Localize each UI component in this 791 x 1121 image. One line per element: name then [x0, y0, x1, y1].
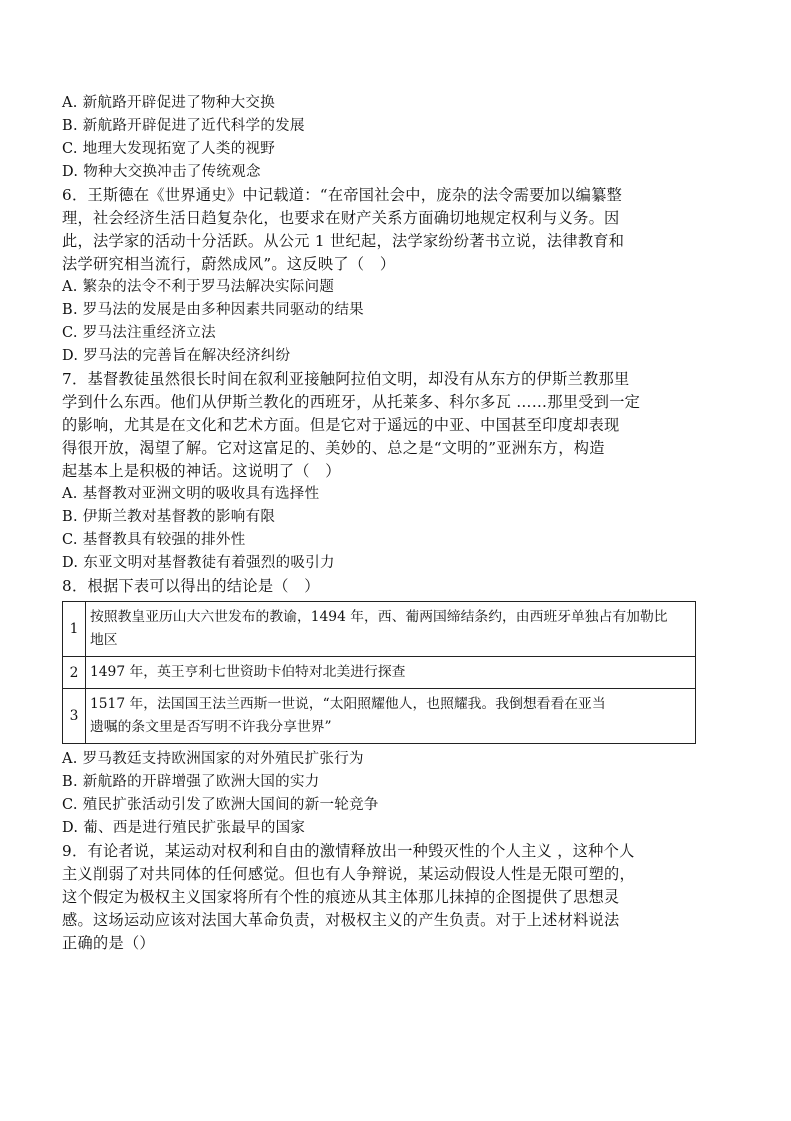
- q6-option-c: C. 罗马法注重经济立法: [62, 325, 216, 341]
- question-6: [62, 184, 710, 368]
- q8-option-c: C. 殖民扩张活动引发了欧洲大国间的新一轮竞争: [62, 797, 379, 813]
- row-text: [86, 689, 696, 744]
- q5-option-c: C. 地理大发现拓宽了人类的视野: [62, 141, 276, 157]
- row-text-line: 按照教皇亚历山大六世发布的教谕，1494 年，西、葡两国缔结条约，由西班牙单独占有加勒比: [90, 609, 668, 625]
- q9-stem-line: 9．有论者说，某运动对权利和自由的激情释放出一种毁灭性的个人主义 ，这种个人: [62, 842, 635, 860]
- q6-stem-line: 6．王斯德在《世界通史》中记载道：“在帝国社会中，庞杂的法令需要加以编纂整: [62, 186, 623, 204]
- exam-page: [62, 92, 710, 955]
- q6-option-d: D. 罗马法的完善旨在解决经济纠纷: [62, 348, 291, 364]
- q8-option-a: A. 罗马教廷支持欧洲国家的对外殖民扩张行为: [62, 751, 364, 767]
- q9-stem-line: 这个假定为极权主义国家将所有个性的痕迹从其主体那儿抹掉的企图提供了思想灵: [62, 888, 620, 906]
- q6-option-a: A. 繁杂的法令不利于罗马法解决实际问题: [62, 279, 335, 295]
- q6-stem-line: 此，法学家的活动十分活跃。从公元 1 世纪起，法学家纷纷著书立说，法律教育和: [62, 232, 625, 250]
- table-row: [63, 689, 696, 744]
- question-9: [62, 840, 710, 955]
- q5-options: [62, 92, 710, 184]
- q7-stem-line: 的影响，尤其是在文化和艺术方面。但是它对于遥远的中亚、中国甚至印度却表现: [62, 416, 620, 434]
- row-text-line: 遗嘱的条文里是否写明不许我分享世界”: [90, 719, 332, 735]
- q6-stem-line: 理，社会经济生活日趋复杂化，也要求在财产关系方面确切地规定权利与义务。因: [62, 209, 620, 227]
- q7-option-d: D. 东亚文明对基督教徒有着强烈的吸引力: [62, 555, 335, 571]
- q8-option-d: D. 葡、西是进行殖民扩张最早的国家: [62, 820, 306, 836]
- question-7: [62, 368, 710, 575]
- q7-option-a: A. 基督教对亚洲文明的吸收具有选择性: [62, 486, 320, 502]
- row-number: 3: [63, 689, 86, 744]
- q7-stem-line: 得很开放，渴望了解。它对这富足的、美妙的、总之是“文明的”亚洲东方，构造: [62, 439, 605, 457]
- q6-option-b: B. 罗马法的发展是由多种因素共同驱动的结果: [62, 302, 364, 318]
- question-8: [62, 575, 710, 840]
- q5-option-a: A. 新航路开辟促进了物种大交换: [62, 95, 275, 111]
- q9-stem-line: 正确的是（）: [62, 934, 155, 952]
- q7-stem-line: 学到什么东西。他们从伊斯兰教化的西班牙，从托莱多、科尔多瓦 ……那里受到一定: [62, 393, 641, 411]
- row-number: 1: [63, 602, 86, 657]
- q7-option-b: B. 伊斯兰教对基督教的影响有限: [62, 509, 276, 525]
- q8-option-b: B. 新航路的开辟增强了欧洲大国的实力: [62, 774, 320, 790]
- row-text-line: 1497 年，英王亨利七世资助卡伯特对北美进行探查: [90, 664, 406, 680]
- row-text-line: 1517 年，法国国王法兰西斯一世说，“太阳照耀他人，也照耀我。我倒想看看在亚当: [90, 696, 606, 712]
- table-row: [63, 602, 696, 657]
- q8-table: [62, 601, 696, 744]
- q9-stem-line: 主义削弱了对共同体的任何感觉。但也有人争辩说，某运动假设人性是无限可塑的，: [62, 865, 636, 883]
- row-text-line: 地区: [90, 632, 118, 648]
- row-text: [86, 602, 696, 657]
- row-text: [86, 657, 696, 689]
- q5-option-d: D. 物种大交换冲击了传统观念: [62, 164, 261, 180]
- q7-option-c: C. 基督教具有较强的排外性: [62, 532, 246, 548]
- row-number: 2: [63, 657, 86, 689]
- q5-option-b: B. 新航路开辟促进了近代科学的发展: [62, 118, 305, 134]
- table-row: [63, 657, 696, 689]
- q6-stem-line: 法学研究相当流行，蔚然成风”。这反映了（ ）: [62, 255, 396, 273]
- q9-stem-line: 感。这场运动应该对法国大革命负责，对极权主义的产生负责。对于上述材料说法: [62, 911, 620, 929]
- q8-stem: 8．根据下表可以得出的结论是（ ）: [62, 577, 320, 595]
- q7-stem-line: 7．基督教徒虽然很长时间在叙利亚接触阿拉伯文明，却没有从东方的伊斯兰教那里: [62, 370, 630, 388]
- q7-stem-line: 起基本上是积极的神话。这说明了（ ）: [62, 462, 341, 480]
